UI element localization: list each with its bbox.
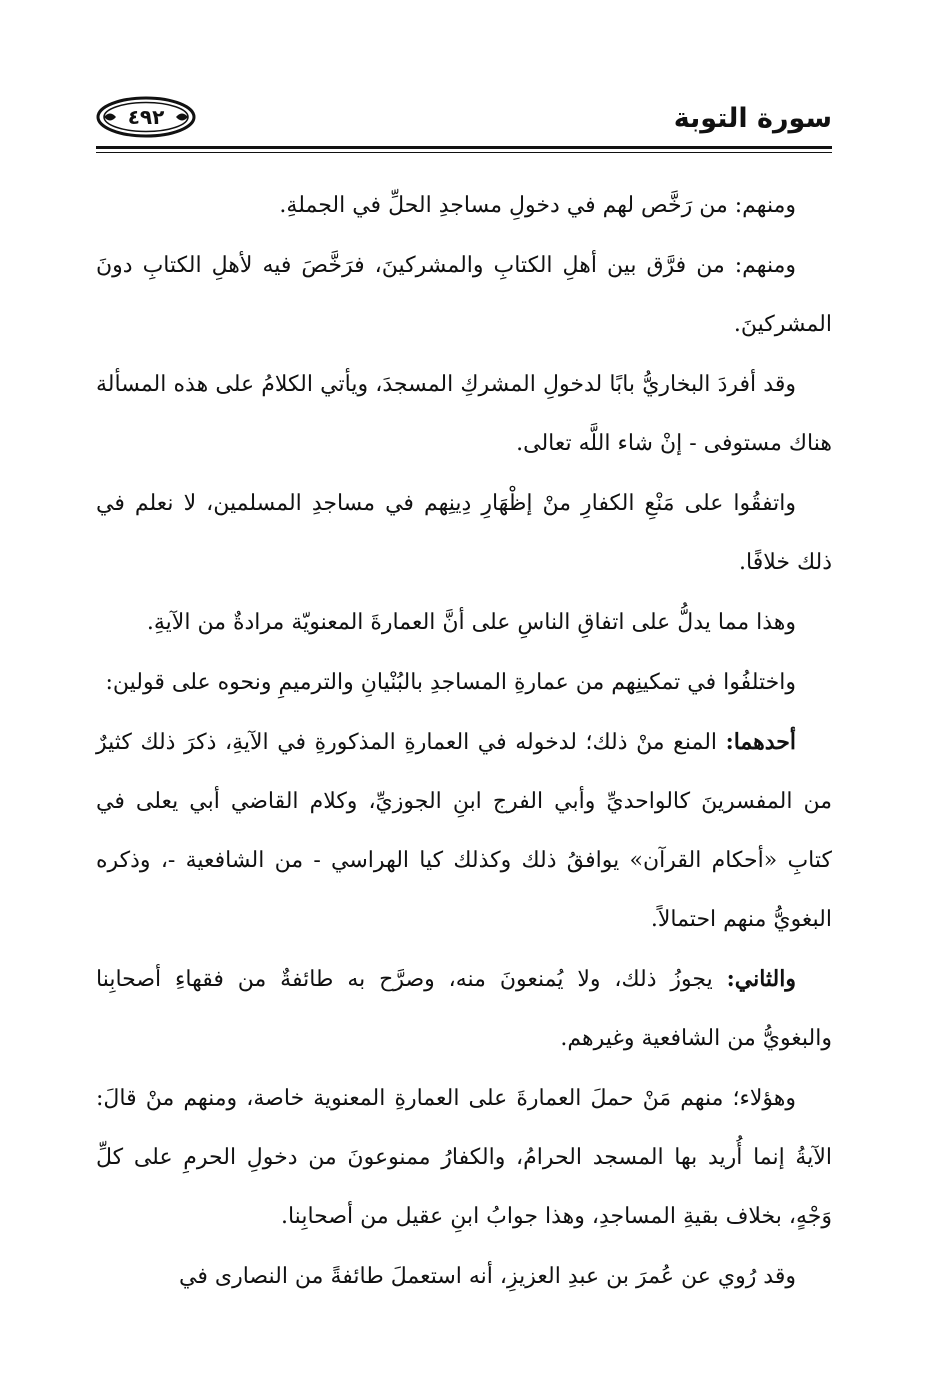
paragraph-2 [96, 236, 832, 354]
paragraph-text: ومنهم: من رَخَّص لهم في دخولِ مساجدِ الحلِّ في الجملةِ. [279, 193, 796, 218]
page-number: ٤٩٢ [127, 105, 165, 129]
paragraph-text: وهذا مما يدلُّ على اتفاقِ الناسِ على أنَّ العمارةَ المعنويّة مرادةٌ من الآيةِ. [146, 610, 796, 635]
paragraph-text: يجوزُ ذلك، ولا يُمنعونَ منه، وصرَّح به طائفةٌ من فقهاءِ أصحابِنا والبغويُّ من الشافعية وغيرهم. [96, 967, 832, 1051]
paragraph-4 [96, 474, 832, 592]
paragraph-1 [96, 176, 832, 235]
paragraph-9 [96, 1069, 832, 1246]
paragraph-label: أحدهما: [725, 729, 796, 755]
header-rule-thin [96, 152, 832, 153]
surah-title: سورة التوبة [673, 103, 832, 134]
header-rule-thick [96, 146, 832, 149]
paragraph-5 [96, 593, 832, 652]
paragraph-8 [96, 950, 832, 1068]
page-body [96, 176, 832, 1307]
paragraph-10 [96, 1247, 832, 1306]
page-number-badge [96, 96, 196, 138]
paragraph-text: واتفقُوا على مَنْعِ الكفارِ منْ إظْهَارِ دِينِهم في مساجدِ المسلمين، لا نعلم في ذلك خلافًا. [96, 491, 832, 575]
paragraph-text: وقد رُوي عن عُمرَ بن عبدِ العزيزِ، أنه استعملَ طائفةً من النصارى في [179, 1264, 796, 1289]
paragraph-6 [96, 653, 832, 712]
paragraph-text: وقد أفردَ البخاريُّ بابًا لدخولِ المشركِ المسجدَ، ويأتي الكلامُ على هذه المسألة هناك مستوفى - إنْ شاء اللَّه تعالى. [96, 372, 832, 456]
paragraph-text: وهؤلاء؛ منهم مَنْ حملَ العمارةَ على العمارةِ المعنوية خاصة، ومنهم منْ قالَ: الآيةُ إنما أُريد بها المسجد الحرامُ، والكفارُ ممنوعونَ من دخولِ الحرمِ على كلِّ وَجْهٍ، بخلاف بقيةِ المساجدِ، وهذا جوابُ ابنِ عقيل من أصحابِنا. [96, 1086, 832, 1229]
page-header [96, 92, 832, 148]
paragraph-text: المنع منْ ذلك؛ لدخوله في العمارةِ المذكورةِ في الآيةِ، ذكرَ ذلك كثيرٌ من المفسرينَ كالواحديِّ وأبي الفرج ابنِ الجوزيِّ، وكلام القاضي أبي يعلى في كتابِ «أحكام القرآن» يوافقُ ذلك وكذلك كيا الهراسي - من الشافعية -، وذكره البغويُّ منهم احتمالاً. [96, 730, 832, 932]
paragraph-label: والثاني: [726, 966, 796, 992]
paragraph-3 [96, 355, 832, 473]
paragraph-7 [96, 713, 832, 949]
paragraph-text: واختلفُوا في تمكينِهم من عمارةِ المساجدِ بالبُنْيانِ والترميمِ ونحوه على قولين: [105, 670, 796, 695]
paragraph-text: ومنهم: من فرَّق بين أهلِ الكتابِ والمشركينَ، فرَخَّصَ فيه لأهلِ الكتابِ دونَ المشركينَ. [96, 253, 832, 337]
